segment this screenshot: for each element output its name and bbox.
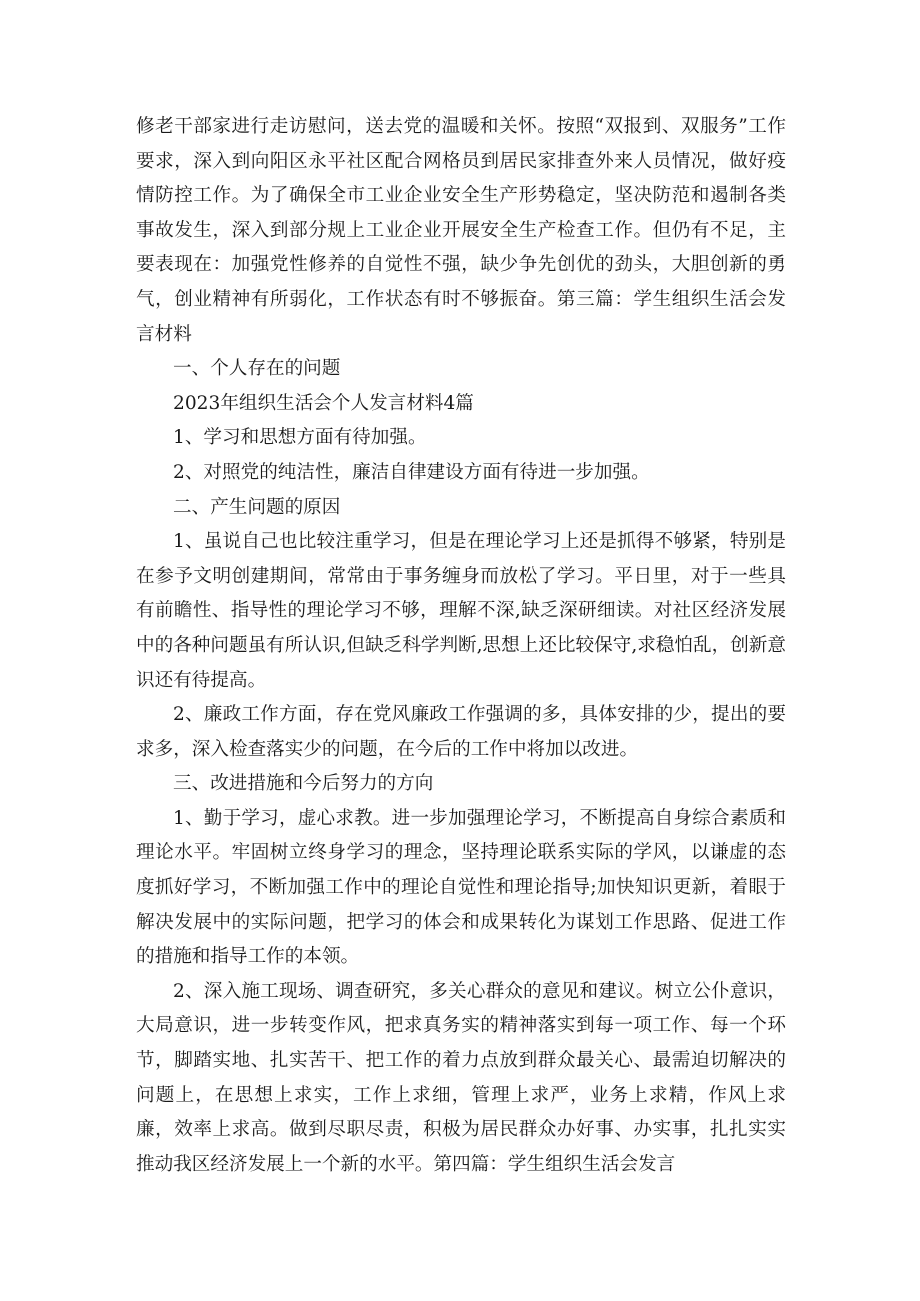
paragraph-11: 2、深入施工现场、调查研究，多关心群众的意见和建议。树立公仆意识，大局意识，进一步转变作风，把求真务实的精神落实到每一项工作、每一个环节，脚踏实地、扎实苦干、把工作的着力点放到群众最关心、最需迫切解决的问题上，在思想上求实，工作上求细，管理上求严，业务上求精，作风上求廉，效率上求高。做到尽职尽责，积极为居民群众办好事、办实事，扎扎实实推动我区经济发展上一个新的水平。第四篇：学生组织生活会发言 xyxy=(136,980,786,1175)
paragraph-4: 1、学习和思想方面有待加强。 xyxy=(173,427,427,449)
paragraph-10: 1、勤于学习，虚心求教。进一步加强理论学习，不断提高自身综合素质和理论水平。牢固树立终身学习的理念，坚持理论联系实际的学风，以谦虚的态度抓好学习，不断加强工作中的理论自觉性和理论指导;加快知识更新，着眼于解决发展中的实际问题，把学习的体会和成果转化为谋划工作思路、促进工作的措施和指导工作的本领。 xyxy=(136,807,786,968)
paragraph-5: 2、对照党的纯洁性，廉洁自律建设方面有待进一步加强。 xyxy=(173,461,650,483)
paragraph-6: 二、产生问题的原因 xyxy=(173,496,341,518)
paragraph-8: 2、廉政工作方面，存在党风廉政工作强调的多，具体安排的少，提出的要求多，深入检查落实少的问题，在今后的工作中将加以改进。 xyxy=(136,704,786,760)
document-body xyxy=(136,110,786,1182)
paragraph-9: 三、改进措施和今后努力的方向 xyxy=(173,773,434,795)
paragraph-2: 一、个人存在的问题 xyxy=(173,358,341,380)
paragraph-1: 修老干部家进行走访慰问，送去党的温暖和关怀。按照“双报到、双服务”工作要求，深入到向阳区永平社区配合网格员到居民家排查外来人员情况，做好疫情防控工作。为了确保全市工业企业安全生产形势稳定，坚决防范和遏制各类事故发生，深入到部分规上工业企业开展安全生产检查工作。但仍有不足，主要表现在：加强党性修养的自觉性不强，缺少争先创优的劲头，大胆创新的勇气，创业精神有所弱化，工作状态有时不够振奋。第三篇：学生组织生活会发言材料 xyxy=(136,116,786,345)
paragraph-7: 1、虽说自己也比较注重学习，但是在理论学习上还是抓得不够紧，特别是在参予文明创建期间，常常由于事务缠身而放松了学习。平日里，对于一些具有前瞻性、指导性的理论学习不够，理解不深,缺乏深研细读。对社区经济发展中的各种问题虽有所认识,但缺乏科学判断,思想上还比较保守,求稳怕乱，创新意识还有待提高。 xyxy=(136,531,786,691)
paragraph-3: 2023年组织生活会个人发言材料4篇 xyxy=(173,392,474,414)
